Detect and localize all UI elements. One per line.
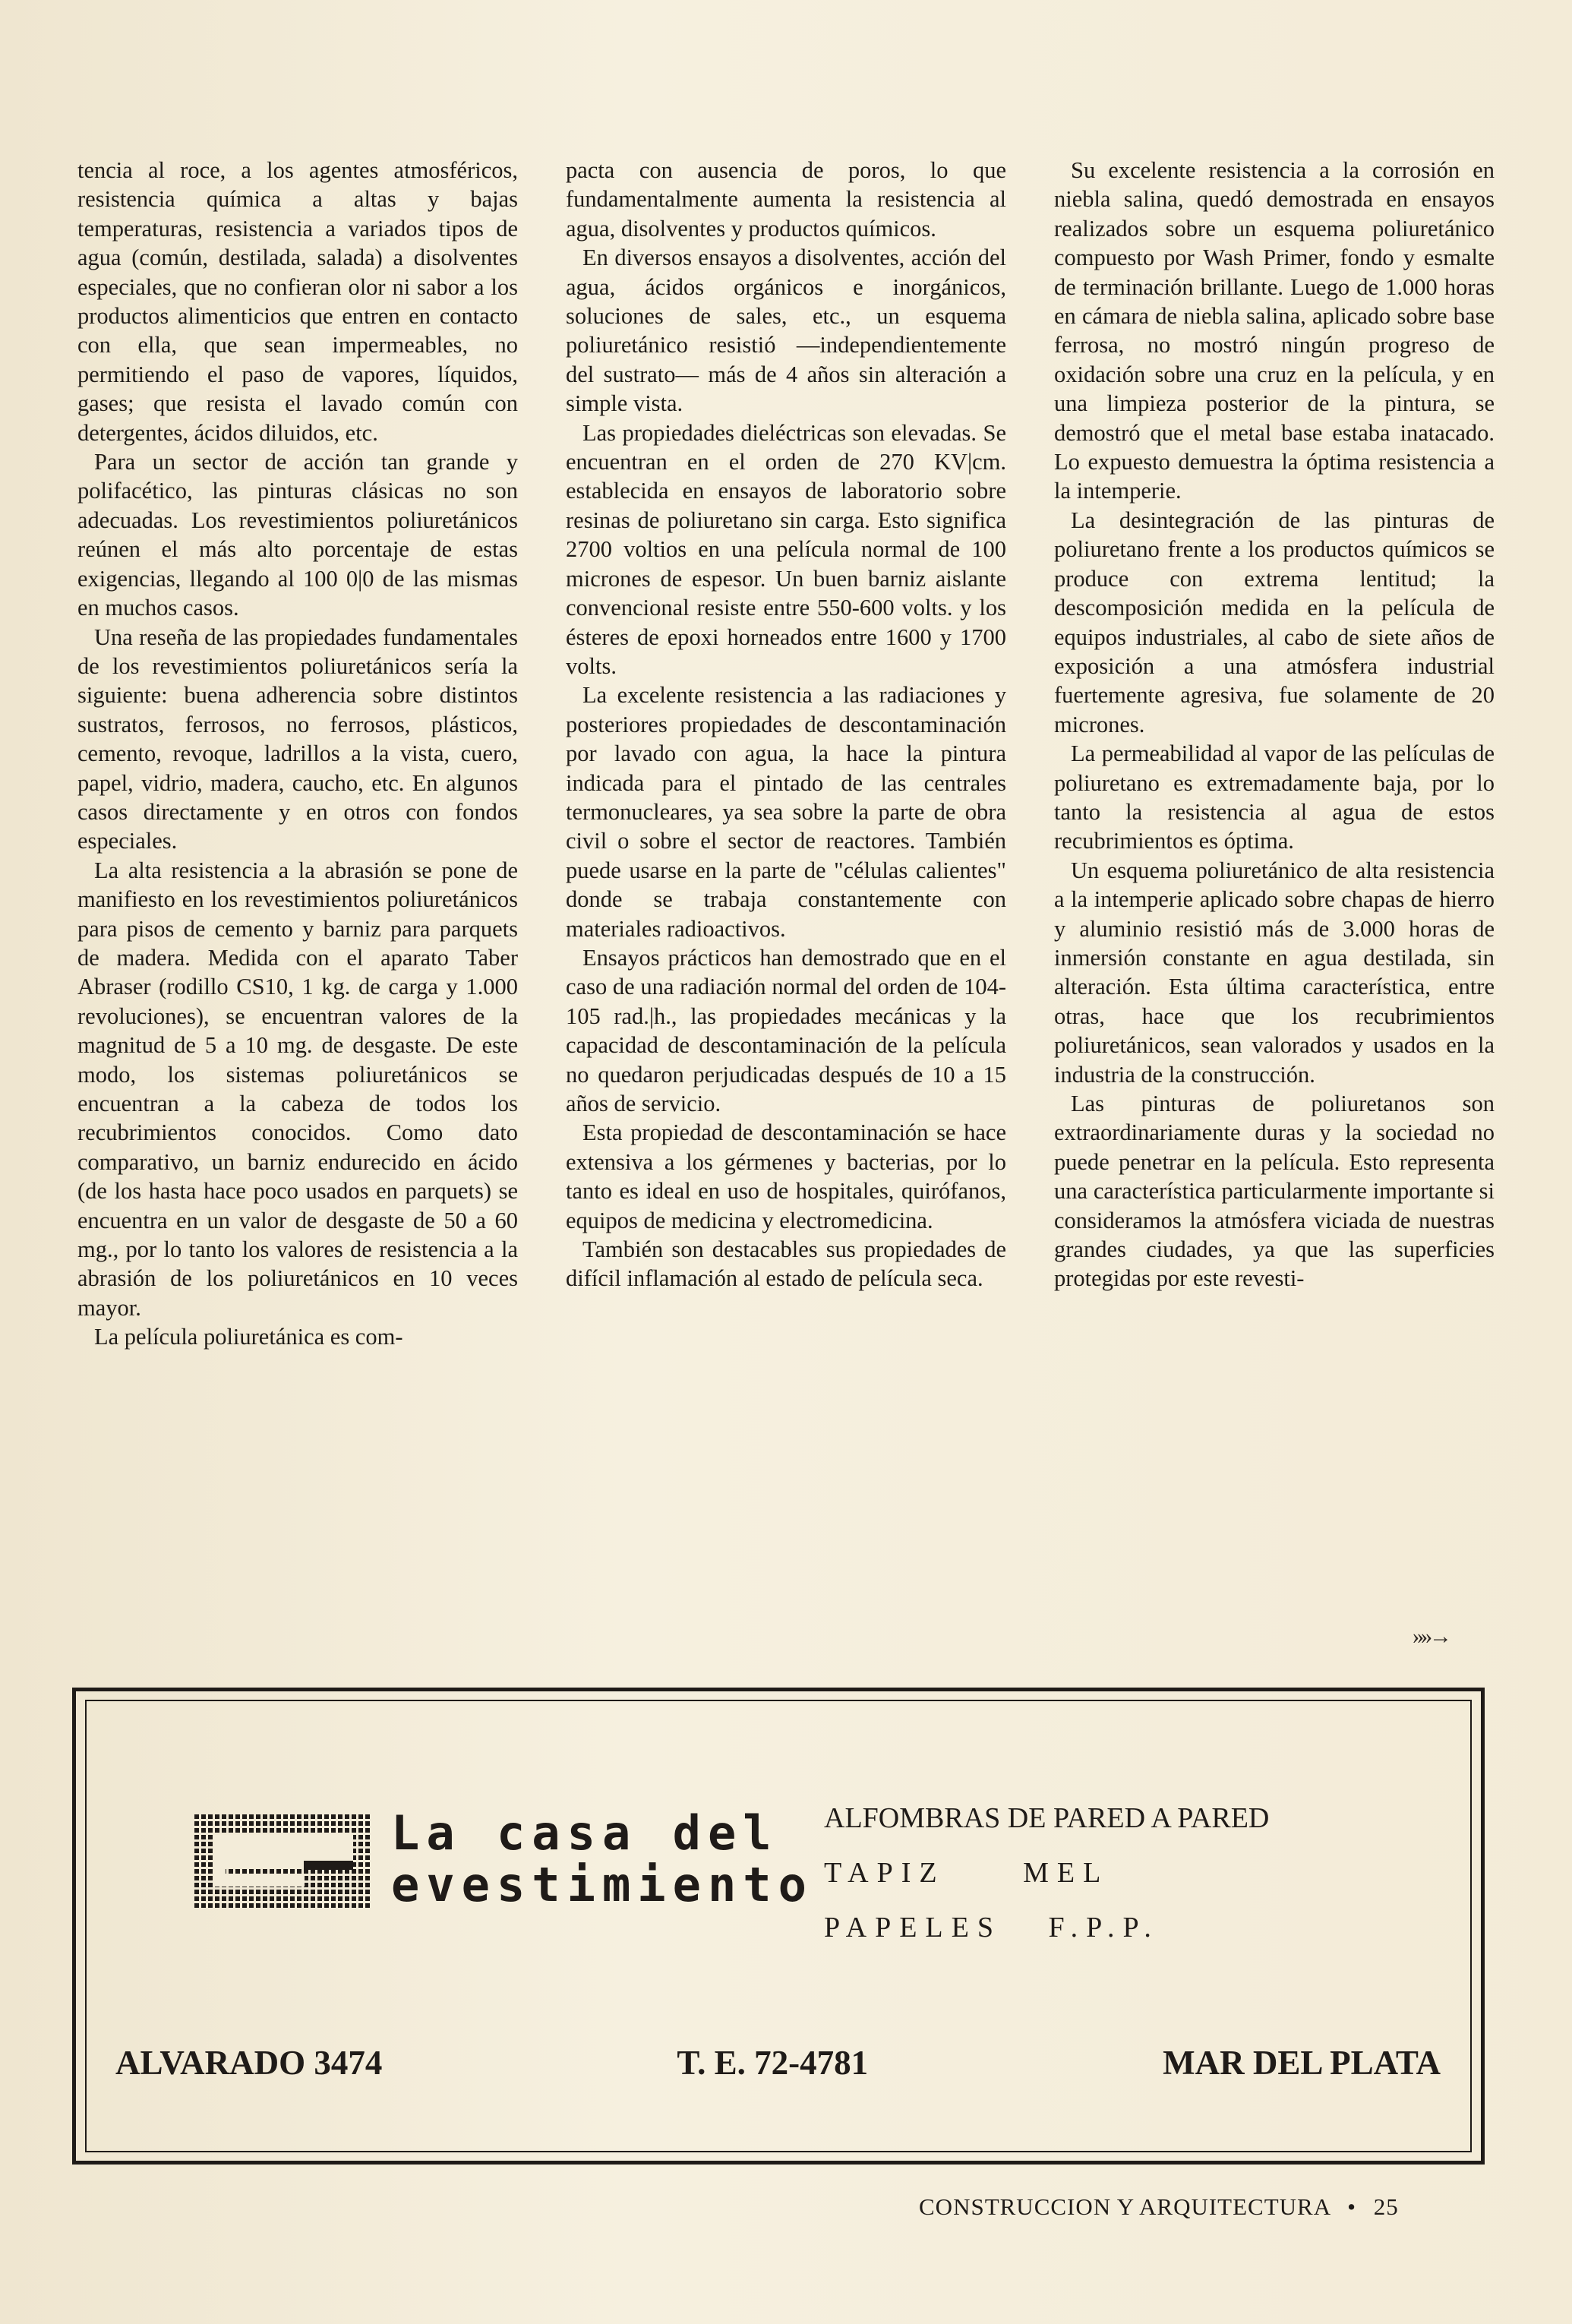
paragraph: Esta propiedad de descontaminación se hace extensiva a los gérmenes y bacterias, por lo tanto es ideal en uso de hospitales, quirófanos, equipos de medicina y electromedicina. bbox=[566, 1119, 1006, 1233]
continue-arrow-icon: »»→ bbox=[1413, 1624, 1449, 1649]
page-number: 25 bbox=[1373, 2193, 1399, 2220]
ad-city: MAR DEL PLATA bbox=[1163, 2044, 1441, 2082]
magazine-name: CONSTRUCCION Y ARQUITECTURA bbox=[919, 2193, 1331, 2220]
column-1 bbox=[77, 156, 518, 1659]
column-2 bbox=[566, 156, 1006, 1659]
paragraph: Un esquema poliuretánico de alta resistencia a la intemperie aplicado sobre chapas de hierro y aluminio resistió más de 3.000 horas de inmersión constante en agua destilada, sin alteración. Esta última característica, entre otras, hace que los recubrimientos poliuretánicos, sean valorados y usados en la industria de la construcción. bbox=[1054, 857, 1495, 1088]
store-name-logo bbox=[391, 1805, 813, 1912]
paragraph: tencia al roce, a los agentes atmosféricos, resistencia química a altas y bajas temperaturas, resistencia a variados tipos de agua (común, destilada, salada) a disolventes especiales, que no confieran olor ni sabor a los productos alimenticios que entren en contacto con ella, que sean impermeables, no permitiendo el paso de vapores, líquidos, gases; que resista el lavado común con detergentes, ácidos diluidos, etc. bbox=[77, 157, 518, 446]
ad-phone: T. E. 72-4781 bbox=[677, 2044, 869, 2082]
ad-product-line: PAPELES F.P.P. bbox=[824, 1912, 1160, 1944]
paragraph: Una reseña de las propiedades fundamentales de los revestimientos poliuretánicos sería la siguiente: buena adherencia sobre distintos sustratos, ferrosos, no ferrosos, plásticos, cemento, revoque, ladrillos a la vista, cuero, papel, vidrio, madera, caucho, etc. En algunos casos directamente y en otros con fondos especiales. bbox=[77, 624, 518, 854]
paragraph: En diversos ensayos a disolventes, acción del agua, ácidos orgánicos e inorgánicos, soluciones de sales, etc., un esquema poliuretánico resistió —independientemente del sustrato— más de 4 años sin alteración a simple vista. bbox=[566, 245, 1006, 417]
paragraph: La película poliuretánica es com- bbox=[94, 1324, 403, 1350]
paragraph: Para un sector de acción tan grande y polifacético, las pinturas clásicas no son adecuadas. Los revestimientos poliuretánicos reúnen el más alto porcentaje de estas exigencias, llegando al 100 0|0 de las mismas en muchos casos. bbox=[77, 449, 518, 621]
ad-address: ALVARADO 3474 bbox=[115, 2044, 383, 2082]
logo-line-1: La casa del bbox=[391, 1805, 778, 1861]
paragraph: La alta resistencia a la abrasión se pone de manifiesto en los revestimientos poliuretánicos para pisos de cemento y barniz para parquets de madera. Medida con el aparato Taber Abraser (rodillo CS10, 1 kg. de carga y 1.000 revoluciones), se encuentran valores de la magnitud de 5 a 10 mg. de desgaste. De este modo, los sistemas poliuretánicos se encuentran a la cabeza de todos los recubrimientos conocidos. Como dato comparativo, un barniz endurecido en ácido (de los hasta hace poco usados en parquets) se encuentra en un valor de desgaste de 50 a 60 mg., por lo tanto los valores de resistencia a la abrasión de los poliuretánicos en 10 veces mayor. bbox=[77, 857, 518, 1321]
paragraph: pacta con ausencia de poros, lo que fundamentalmente aumenta la resistencia al agua, disolventes y productos químicos. bbox=[566, 157, 1006, 242]
column-3 bbox=[1054, 156, 1495, 1659]
paragraph: También son destacables sus propiedades de difícil inflamación al estado de película seca. bbox=[566, 1236, 1006, 1292]
ad-product-line: TAPIZ MEL bbox=[824, 1857, 1110, 1889]
ad-products bbox=[824, 1791, 1269, 1955]
paragraph: Las pinturas de poliuretanos son extraordinariamente duras y la sociedad no puede penetrar en la película. Esto representa una característica particularmente importante si consideramos la atmósfera viciada de nuestras grandes ciudades, ya que las superficies protegidas por este revesti- bbox=[1054, 1091, 1495, 1292]
article-columns bbox=[77, 156, 1495, 1659]
store-logo-icon bbox=[194, 1814, 370, 1909]
running-footer bbox=[919, 2193, 1399, 2221]
paragraph: Su excelente resistencia a la corrosión en niebla salina, quedó demostrada en ensayos realizados sobre un esquema poliuretánico compuesto por Wash Primer, fondo y esmalte de terminación brillante. Luego de 1.000 horas en cámara de niebla salina, aplicado sobre base ferrosa, no mostró ningún progreso de oxidación sobre una cruz en la película, y en una limpieza posterior de la pintura, se demostró que el metal base estaba inatacado. Lo expuesto demuestra la óptima resistencia a la intemperie. bbox=[1054, 157, 1495, 504]
paragraph: La excelente resistencia a las radiaciones y posteriores propiedades de descontaminación por lavado con agua, la hace la pintura indicada para el pintado de las centrales termonucleares, ya sea sobre la parte de obra civil o sobre el sector de reactores. También puede usarse en la parte de "células calientes" donde se trabaja constantemente con materiales radioactivos. bbox=[566, 682, 1006, 942]
paragraph: La permeabilidad al vapor de las películas de poliuretano es extremadamente baja, por lo tanto la resistencia al agua de estos recubrimientos es óptima. bbox=[1054, 740, 1495, 854]
logo-line-2: evestimiento bbox=[391, 1857, 813, 1912]
paragraph: La desintegración de las pinturas de poliuretano frente a los productos químicos se produce con extrema lentitud; la descomposición medida en la película de equipos industriales, al cabo de siete años de exposición a una atmósfera industrial fuertemente agresiva, fue solamente de 20 micrones. bbox=[1054, 507, 1495, 737]
ad-product-line: ALFOMBRAS DE PARED A PARED bbox=[824, 1802, 1270, 1834]
paragraph: Ensayos prácticos han demostrado que en el caso de una radiación normal del orden de 104-105 rad.|h., las propiedades mecánicas y la capacidad de descontaminación de la película no quedaron perjudicadas después de 10 a 15 años de servicio. bbox=[566, 944, 1006, 1116]
footer-bullet: • bbox=[1347, 2193, 1357, 2220]
ad-contact bbox=[115, 2043, 1441, 2082]
paragraph: Las propiedades dieléctricas son elevadas. Se encuentran en el orden de 270 KV|cm. establecida en ensayos de laboratorio sobre resinas de poliuretano sin carga. Esto significa 2700 voltios en una película normal de 100 micrones de espesor. Un buen barniz aislante convencional resiste entre 550-600 volts. y los ésteres de epoxi horneados entre 1600 y 1700 volts. bbox=[566, 419, 1006, 679]
